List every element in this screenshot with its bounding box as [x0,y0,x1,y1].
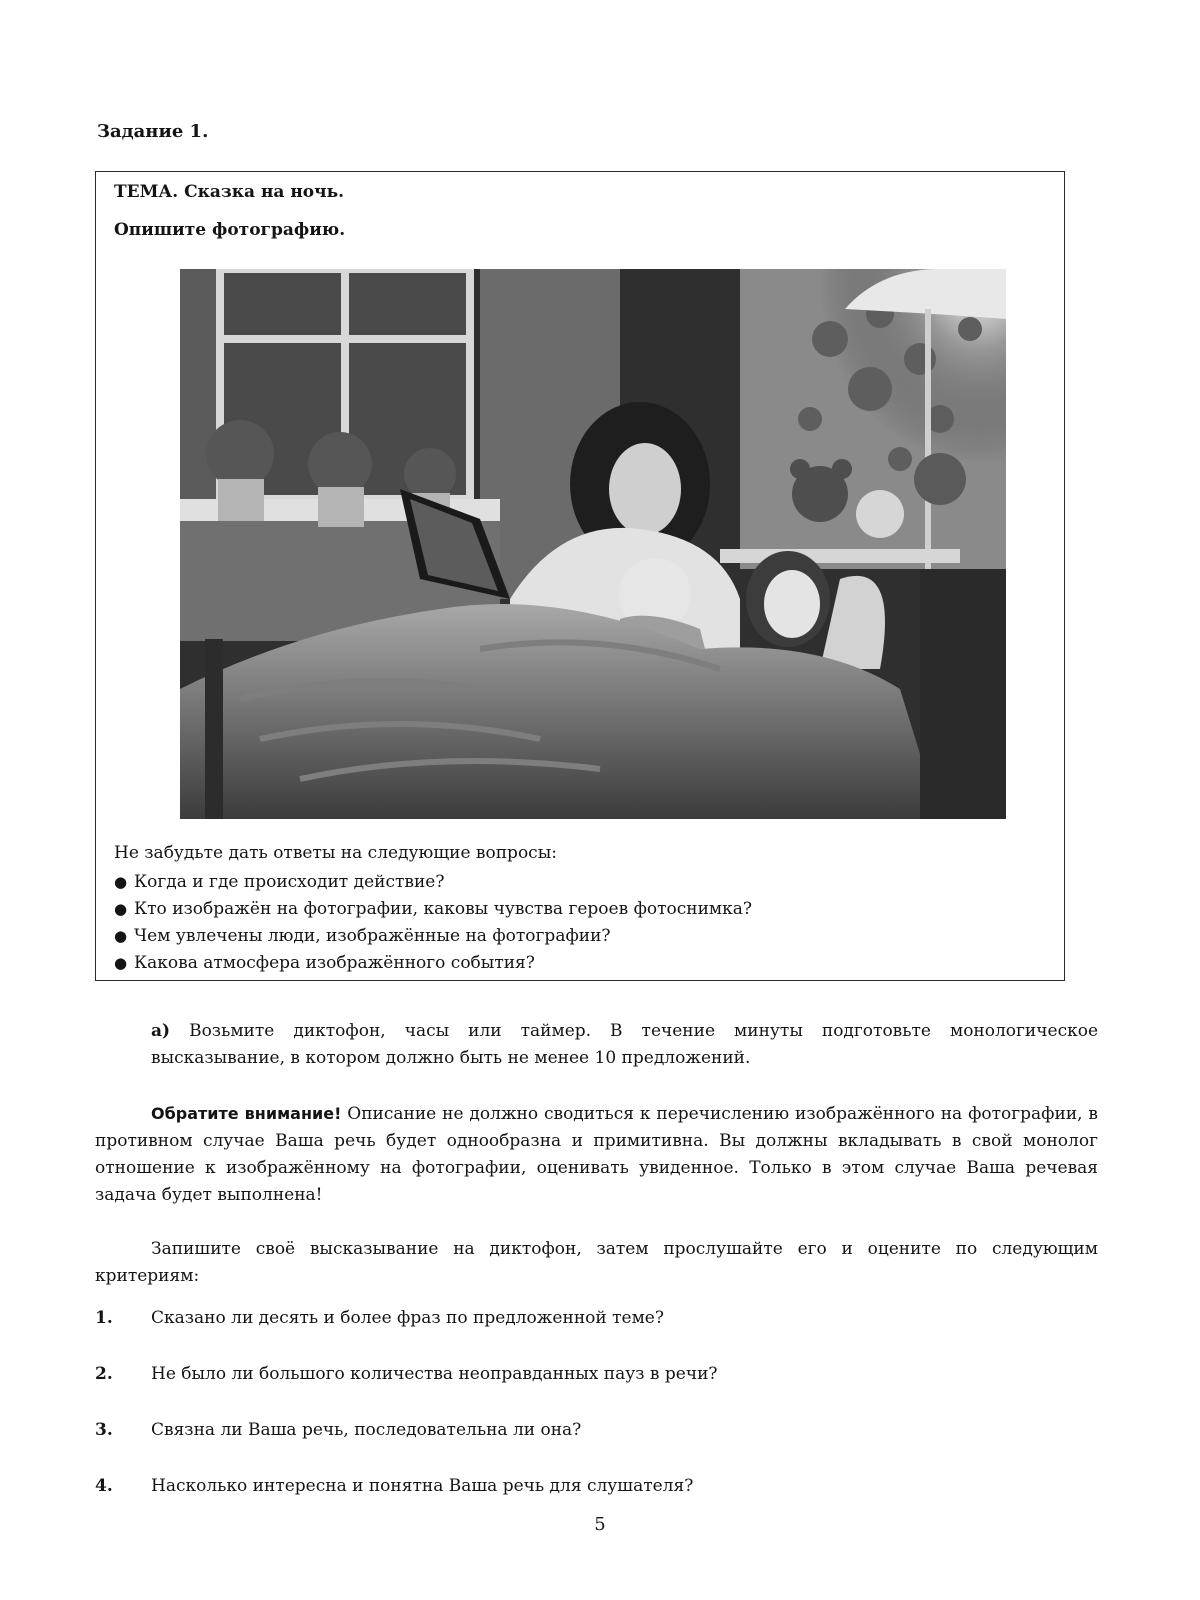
task-title: Задание 1. [97,121,209,142]
teddy-bear-icon [914,453,966,505]
criterion-item: 4. Насколько интересна и понятна Ваша речь для слушателя? [95,1476,694,1496]
list-item: ● Чем увлечены люди, изображённые на фотографии? [114,923,752,950]
girl-figure [746,551,830,647]
bedtime-story-photo [180,269,1006,819]
item-a-label: а) [151,1021,171,1041]
item-a-text: Возьмите диктофон, часы или таймер. В течение минуты подготовьте монологическое высказывание, в котором должно быть не менее 10 предложений. [151,1021,1099,1068]
questions-list [114,869,752,977]
item-a-paragraph [151,1018,1098,1072]
criterion-item: 1. Сказано ли десять и более фраз по предложенной теме? [95,1308,664,1328]
list-item: ● Кто изображён на фотографии, каковы чувства героев фотоснимка? [114,896,752,923]
task-frame [95,171,1065,981]
list-item: ● Когда и где происходит действие? [114,869,752,896]
theme-heading: ТЕМА. Сказка на ночь. [114,182,345,202]
attention-text: Описание не должно сводиться к перечислению изображённого на фотографии, в противном случае Ваша речь будет однообразна и примитивна. Вы должны вкладывать в свой монолог отношение к изображённому на фотографии, оценивать увиденное. Только в этом случае Ваша речевая задача будет выполнена! [95,1104,1098,1205]
bullet-icon: ● [114,900,128,918]
bullet-icon: ● [114,927,128,945]
instruction-heading: Опишите фотографию. [114,220,346,240]
list-item: ● Какова атмосфера изображённого события? [114,950,752,977]
bullet-icon: ● [114,873,128,891]
page-number: 5 [594,1514,606,1535]
attention-paragraph [95,1100,1098,1209]
attention-bold: Обратите внимание! [151,1104,342,1123]
criterion-item: 2. Не было ли большого количества неоправданных пауз в речи? [95,1364,718,1384]
questions-intro: Не забудьте дать ответы на следующие вопросы: [114,843,557,863]
criterion-item: 3. Связна ли Ваша речь, последовательна ли она? [95,1420,582,1440]
teddy-bear-icon [856,490,904,538]
bullet-icon: ● [114,954,128,972]
record-paragraph: Запишите своё высказывание на диктофон, затем прослушайте его и оцените по следующим критериям: [95,1239,1098,1286]
